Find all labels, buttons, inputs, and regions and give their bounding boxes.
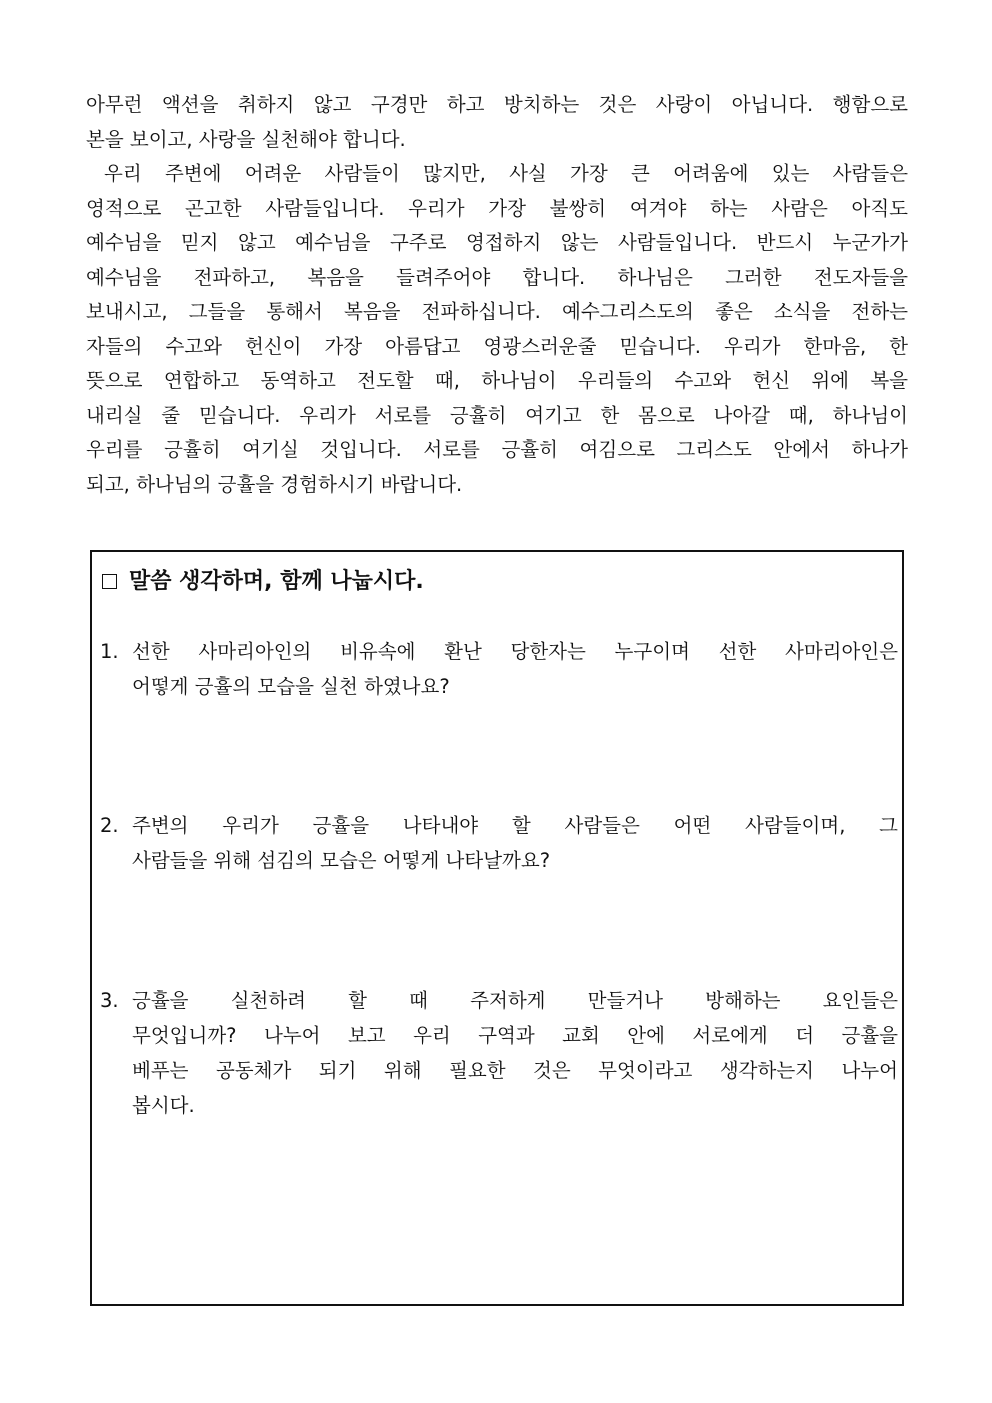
question-3-number: 3.: [100, 989, 119, 1012]
question-1-text: [132, 634, 898, 704]
question-2-line-2: 사람들을 위해 섬김의 모습은 어떻게 나타날까요?: [132, 849, 551, 872]
question-3-line-4: 봅시다.: [132, 1094, 195, 1117]
paragraph-2-line-5: 보내시고, 그들을 통해서 복음을 전파하십니다. 예수그리스도의 좋은 소식을 전하는: [86, 300, 908, 323]
paragraph-2-line-2: 영적으로 곤고한 사람들입니다. 우리가 가장 불쌍히 여겨야 하는 사람은 아직도: [86, 196, 908, 220]
discussion-title-text: 말씀 생각하며, 함께 나눕시다.: [129, 569, 424, 594]
question-3-line-3: 베푸는 공동체가 되기 위해 필요한 것은 무엇이라고 생각하는지 나누어: [132, 1059, 898, 1082]
question-1: [100, 634, 898, 704]
paragraph-2-line-7: 뜻으로 연합하고 동역하고 전도할 때, 하나님이 우리들의 수고와 헌신 위에 복을: [86, 369, 908, 392]
question-2-line-1: 주변의 우리가 긍휼을 나타내야 할 사람들은 어떤 사람들이며, 그: [132, 814, 898, 837]
paragraph-2: [86, 157, 908, 502]
paragraph-1-line-2: 본을 보이고, 사랑을 실천해야 합니다.: [86, 127, 406, 151]
discussion-box: [90, 550, 904, 1306]
question-3-line-1: 긍휼을 실천하려 할 때 주저하게 만들거나 방해하는 요인들은: [132, 989, 898, 1012]
question-3-text: [132, 983, 898, 1123]
paragraph-2-line-3: 예수님을 믿지 않고 예수님을 구주로 영접하지 않는 사람들입니다. 반드시 누군가가: [86, 231, 908, 254]
question-2: [100, 808, 898, 878]
question-1-line-1: 선한 사마리아인의 비유속에 환난 당한자는 누구이며 선한 사마리아인은: [132, 640, 898, 663]
paragraph-1: [86, 88, 908, 157]
question-3: [100, 983, 898, 1123]
question-2-number: 2.: [100, 814, 119, 837]
discussion-title: [102, 566, 424, 598]
sermon-body-text: [86, 88, 908, 502]
paragraph-2-line-8: 내리실 줄 믿습니다. 우리가 서로를 긍휼히 여기고 한 몸으로 나아갈 때, 하나님이: [86, 403, 908, 427]
question-1-line-2: 어떻게 긍휼의 모습을 실천 하였나요?: [132, 675, 450, 698]
question-3-line-2: 무엇입니까? 나누어 보고 우리 구역과 교회 안에 서로에게 더 긍휼을: [132, 1024, 898, 1047]
paragraph-2-line-6: 자들의 수고와 헌신이 가장 아름답고 영광스러운줄 믿습니다. 우리가 한마음, 한: [86, 334, 908, 358]
paragraph-2-line-10: 되고, 하나님의 긍휼을 경험하시기 바랍니다.: [86, 472, 463, 496]
paragraph-2-line-1: 우리 주변에 어려운 사람들이 많지만, 사실 가장 큰 어려움에 있는 사람들은: [104, 162, 908, 185]
checkbox-square-icon: [102, 574, 117, 589]
paragraph-2-line-4: 예수님을 전파하고, 복음을 들려주어야 합니다. 하나님은 그러한 전도자들을: [86, 265, 908, 289]
paragraph-1-line-1: 아무런 액션을 취하지 않고 구경만 하고 방치하는 것은 사랑이 아닙니다. 행함으로: [86, 93, 908, 116]
question-2-text: [132, 808, 898, 878]
paragraph-2-line-9: 우리를 긍휼히 여기실 것입니다. 서로를 긍휼히 여김으로 그리스도 안에서 하나가: [86, 438, 908, 461]
question-1-number: 1.: [100, 640, 119, 663]
